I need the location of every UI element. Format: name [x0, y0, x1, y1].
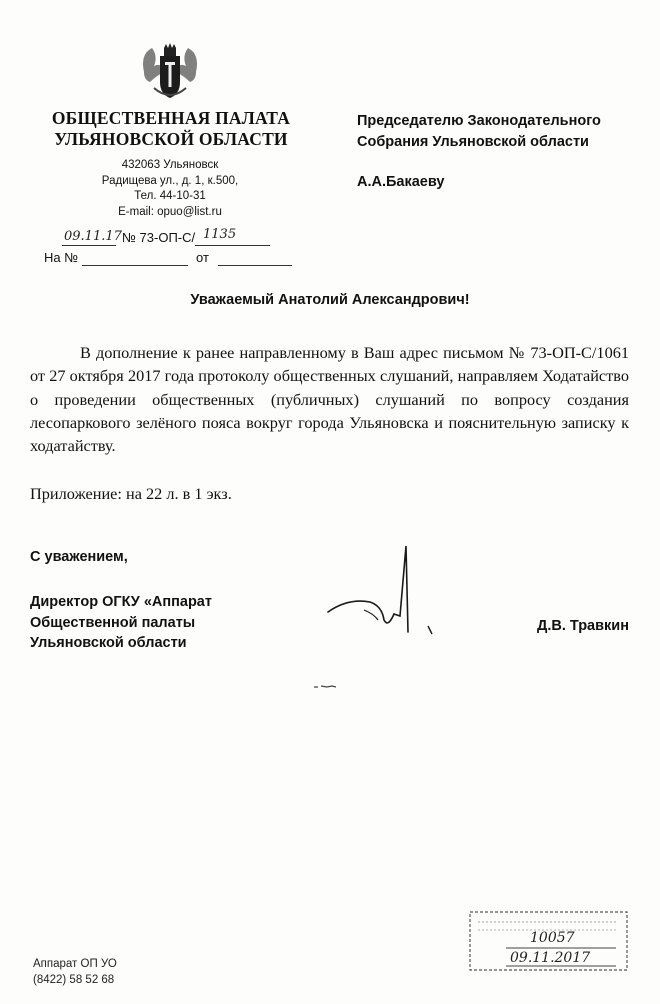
stamp-registration-number: 10057 [530, 930, 575, 946]
sender-street: Радищева ул., д. 1, к.500, [101, 174, 239, 187]
signatory-title-line-2: Общественной палаты [30, 614, 196, 631]
sender-contacts [60, 158, 280, 220]
salutation: Уважаемый Анатолий Александрович! [190, 292, 470, 308]
org-name-line-2: УЛЬЯНОВСКОЙ ОБЛАСТИ [54, 129, 288, 149]
attachment-note: Приложение: на 22 л. в 1 экз. [30, 484, 232, 503]
scan-speck [312, 682, 342, 690]
outgoing-number: 1135 [203, 227, 237, 242]
org-name-line-1: ОБЩЕСТВЕННАЯ ПАЛАТА [51, 108, 291, 128]
sender-organization-name [28, 108, 314, 150]
footer-line-2: (8422) 58 52 68 [33, 974, 115, 986]
addressee-block [357, 111, 647, 152]
sender-postcode-city: 432063 Ульяновск [121, 159, 219, 171]
reply-to-reference [44, 250, 304, 270]
addressee-line-1: Председателю Законодательного [357, 113, 601, 129]
outgoing-reference [62, 227, 302, 250]
footer-line-1: Аппарат ОП УО [33, 958, 117, 970]
reply-to-from-label: от [196, 250, 209, 265]
signatory-name: Д.В. Травкин [537, 618, 629, 634]
reply-to-label: На № [44, 250, 79, 265]
coat-of-arms-emblem [138, 42, 202, 104]
letter-body: В дополнение к ранее направленному в Ваш адрес письмом № 73-ОП-С/1061 от 27 октября 2017 года протоколу общественных слушаний, направляем Ходатайство о проведении общественных (публичных) слушаний по вопросу создания лесопаркового зелёного пояса вокруг города Ульяновска и пояснительную записку к ходатайству. [30, 343, 629, 456]
outgoing-date: 09.11.17 [64, 229, 122, 244]
signatory-title [30, 592, 290, 654]
addressee-name: А.А.Бакаеву [357, 174, 445, 190]
signatory-title-line-1: Директор ОГКУ «Аппарат [30, 594, 212, 610]
stamp-registration-date: 09.11.2017 [510, 950, 591, 966]
outgoing-number-prefix: № 73-ОП-С/ [122, 230, 196, 245]
addressee-line-2: Собрания Ульяновской области [357, 133, 589, 150]
handwritten-signature [318, 540, 448, 650]
footer-contacts [33, 956, 117, 988]
signatory-title-line-3: Ульяновской области [30, 635, 187, 651]
sender-phone: Тел. 44-10-31 [134, 190, 206, 202]
closing-regards: С уважением, [30, 549, 128, 565]
sender-email: E-mail: opuo@list.ru [118, 205, 222, 218]
registration-stamp [466, 908, 631, 974]
